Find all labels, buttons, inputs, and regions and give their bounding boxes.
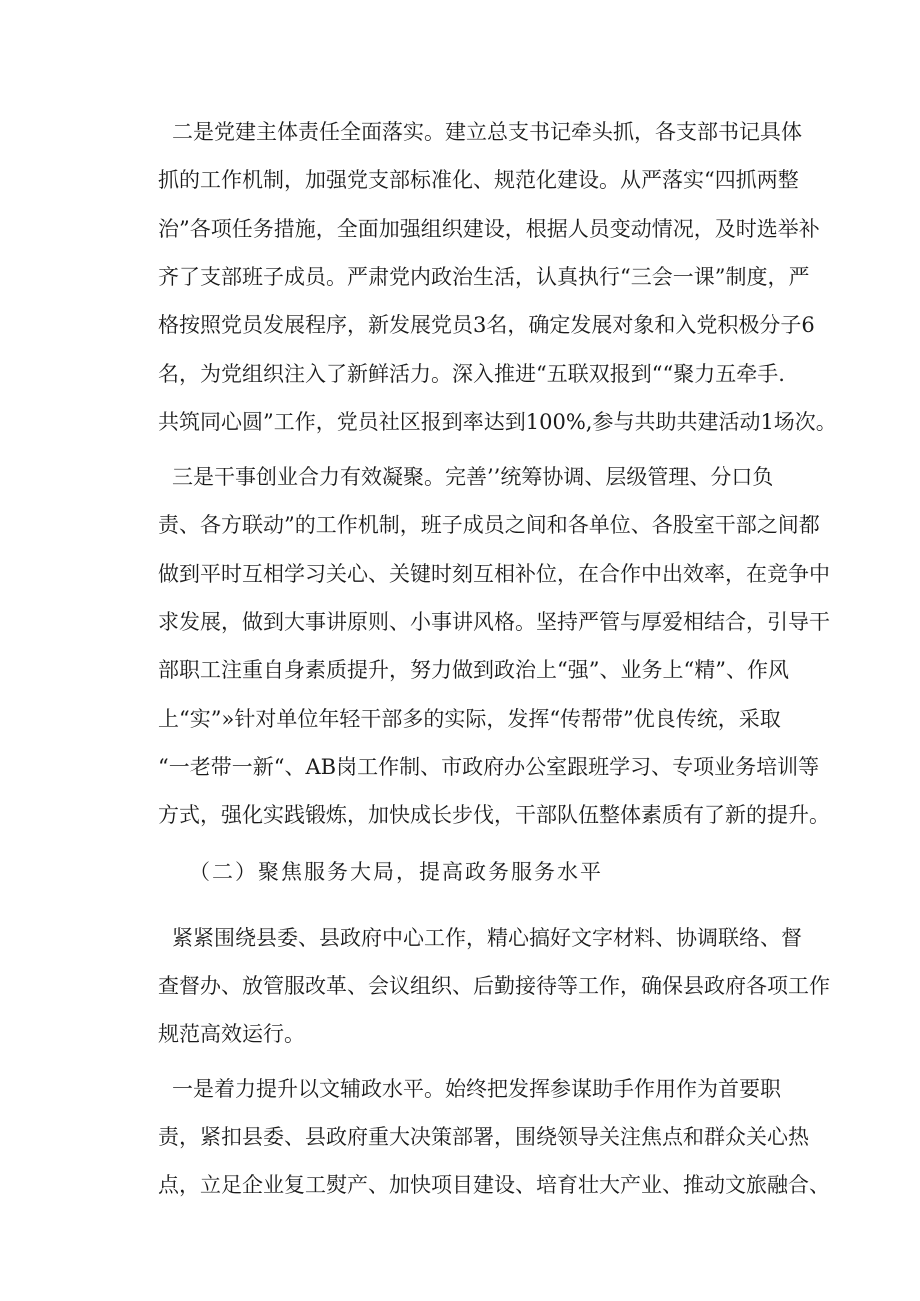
text-line: 治”各项任务措施，全面加强组织建设，根据人员变动情况，及时选举补 — [158, 217, 820, 241]
section-heading: （二）聚焦服务大局，提高政务服务水平 — [189, 860, 603, 884]
text-line: 方式，强化实践锻炼，加快成长步伐，干部队伍整体素质有了新的提升。 — [158, 803, 830, 827]
text-line: 部职工注重自身素质提升，努力做到政治上“强”、业务上“精”、作风 — [158, 658, 789, 682]
text-line: 格按照党员发展程序，新发展党员3名，确定发展对象和入党积极分子6 — [158, 313, 815, 337]
text-line: 齐了支部班子成员。严肃党内政治生活，认真执行“三会一课”制度，严 — [158, 265, 810, 289]
text-line: 紧紧围绕县委、县政府中心工作，精心搞好文字材料、协调联络、督 — [172, 926, 802, 950]
text-line: 点，立足企业复工熨产、加快项目建设、培育壮大产业、推动文旅融合、 — [158, 1173, 830, 1197]
text-line: 名，为党组织注入了新鲜活力。深入推进“五联双报到““聚力五牵手. — [158, 362, 785, 386]
text-line: 二是党建主体责任全面落实。建立总支书记牵头抓，各支部书记具体 — [172, 120, 802, 144]
text-line: 求发展，做到大事讲原则、小事讲风格。坚持严管与厚爱相结合，引导干 — [158, 610, 830, 634]
text-line: 查督办、放管服改革、会议组织、后勤接待等工作，确保县政府各项工作 — [158, 974, 830, 998]
text-line: 上“实”»针对单位年轻干部多的实际，发挥“传帮带”优良传统，采取 — [158, 707, 781, 731]
text-line: 共筑同心圆”工作，党员社区报到率达到100%,参与共助共建活动1场次。 — [158, 410, 837, 434]
text-line: 做到平时互相学习关心、关键时刻互相补位，在合作中出效率，在竞争中 — [158, 562, 830, 586]
text-line: 责、各方联动”的工作机制，班子成员之间和各单位、各股室干部之间都 — [158, 513, 820, 537]
text-line: 一是着力提升以文辅政水平。始终把发挥参谋助手作用作为首要职 — [172, 1077, 781, 1101]
text-line: 责，紧扣县委、县政府重大决策部署，围绕领导关注焦点和群众关心热 — [158, 1125, 809, 1149]
text-line: 抓的工作机制，加强党支部标准化、规范化建设。从严落实“四抓两整 — [158, 168, 799, 192]
text-line: “一老带一新“、AB岗工作制、市政府办公室跟班学习、专项业务培训等 — [158, 755, 820, 779]
text-line: 规范高效运行。 — [158, 1022, 305, 1046]
text-line: 三是干事创业合力有效凝聚。完善’’统筹协调、层级管理、分口负 — [172, 465, 774, 489]
